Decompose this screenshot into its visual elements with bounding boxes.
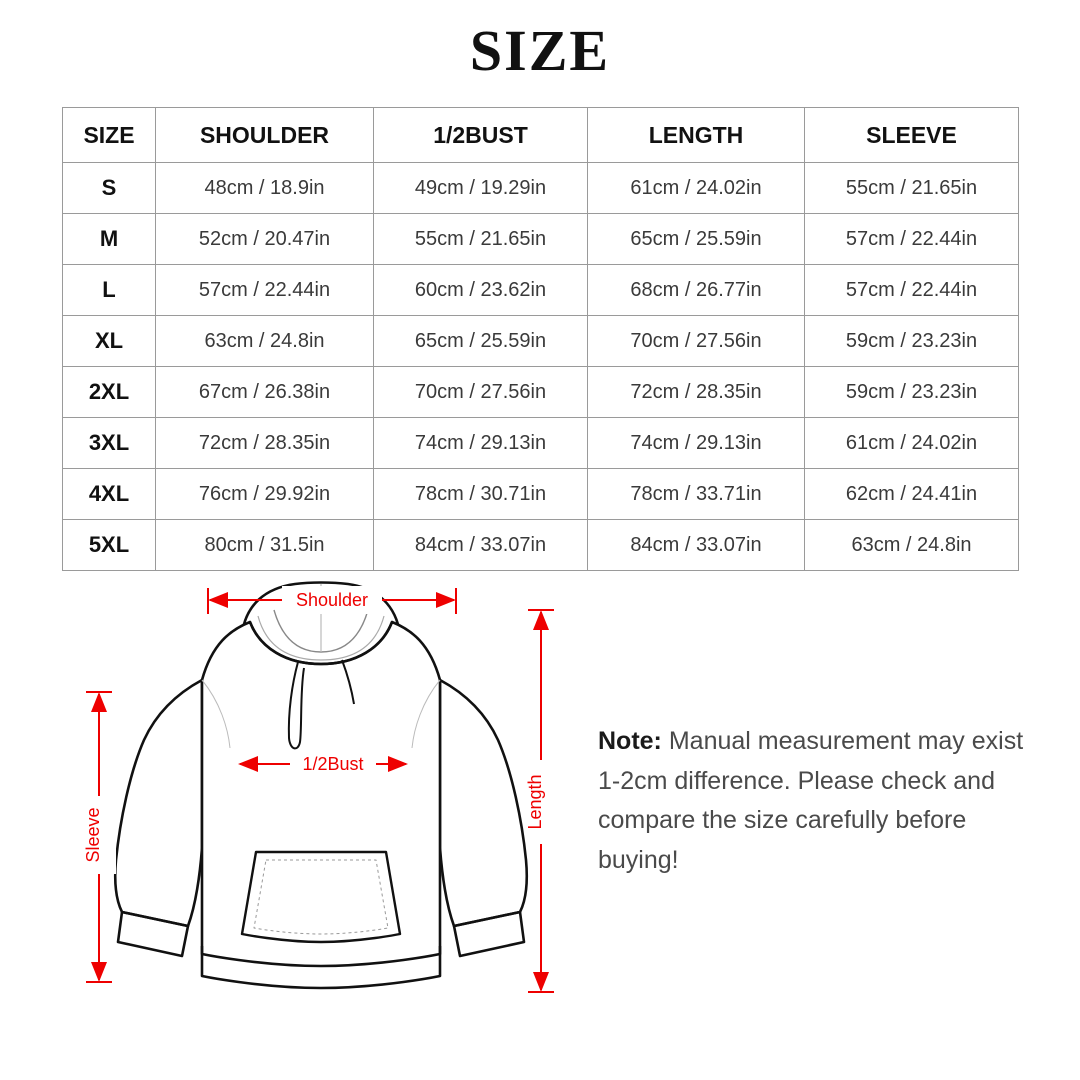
cell-shoulder: 67cm / 26.38in [156,367,374,418]
table-row [63,163,1019,214]
table-row [63,316,1019,367]
cell-sleeve: 57cm / 22.44in [805,265,1019,316]
bust-label: 1/2Bust [302,754,364,774]
cell-shoulder: 80cm / 31.5in [156,520,374,571]
cell-length: 70cm / 27.56in [588,316,805,367]
page-title: SIZE [469,18,611,83]
cell-size: 3XL [63,418,156,469]
cell-sleeve: 61cm / 24.02in [805,418,1019,469]
cell-bust: 55cm / 21.65in [374,214,588,265]
sleeve-label: Sleeve [83,807,103,863]
column-header-shoulder: SHOULDER [156,108,374,163]
table-row [63,418,1019,469]
cell-shoulder: 48cm / 18.9in [156,163,374,214]
cell-length: 74cm / 29.13in [588,418,805,469]
cell-sleeve: 57cm / 22.44in [805,214,1019,265]
table-row [63,469,1019,520]
table-row [63,367,1019,418]
cell-size: 4XL [63,469,156,520]
cell-bust: 60cm / 23.62in [374,265,588,316]
cell-length: 78cm / 33.71in [588,469,805,520]
table-row [63,214,1019,265]
cell-length: 68cm / 26.77in [588,265,805,316]
cell-shoulder: 72cm / 28.35in [156,418,374,469]
hoodie-measurement-diagram [60,552,580,1022]
cell-bust: 70cm / 27.56in [374,367,588,418]
cell-length: 61cm / 24.02in [588,163,805,214]
table-header-row [63,108,1019,163]
length-label: Length [525,774,545,830]
cell-bust: 74cm / 29.13in [374,418,588,469]
size-chart-table-wrapper [62,107,1018,571]
cell-sleeve: 59cm / 23.23in [805,367,1019,418]
cell-size: 2XL [63,367,156,418]
cell-sleeve: 55cm / 21.65in [805,163,1019,214]
cell-size: XL [63,316,156,367]
hoodie-illustration [115,583,527,989]
cell-length: 72cm / 28.35in [588,367,805,418]
note-block [598,722,1028,880]
cell-sleeve: 63cm / 24.8in [805,520,1019,571]
cell-sleeve: 62cm / 24.41in [805,469,1019,520]
cell-bust: 78cm / 30.71in [374,469,588,520]
cell-bust: 65cm / 25.59in [374,316,588,367]
cell-shoulder: 63cm / 24.8in [156,316,374,367]
table-row [63,265,1019,316]
cell-size: L [63,265,156,316]
column-header-length: LENGTH [588,108,805,163]
column-header-bust: 1/2BUST [374,108,588,163]
cell-length: 84cm / 33.07in [588,520,805,571]
cell-bust: 49cm / 19.29in [374,163,588,214]
cell-size: M [63,214,156,265]
shoulder-label: Shoulder [295,590,369,610]
size-chart-table [62,107,1019,571]
cell-size: S [63,163,156,214]
cell-shoulder: 57cm / 22.44in [156,265,374,316]
column-header-size: SIZE [63,108,156,163]
cell-bust: 84cm / 33.07in [374,520,588,571]
cell-size: 5XL [63,520,156,571]
cell-sleeve: 59cm / 23.23in [805,316,1019,367]
note-text: Manual measurement may exist 1-2cm difference. Please check and compare the size carefully before buying! [598,727,1024,874]
cell-shoulder: 76cm / 29.92in [156,469,374,520]
cell-shoulder: 52cm / 20.47in [156,214,374,265]
column-header-sleeve: SLEEVE [805,108,1019,163]
note-label: Note: [598,727,662,755]
cell-length: 65cm / 25.59in [588,214,805,265]
